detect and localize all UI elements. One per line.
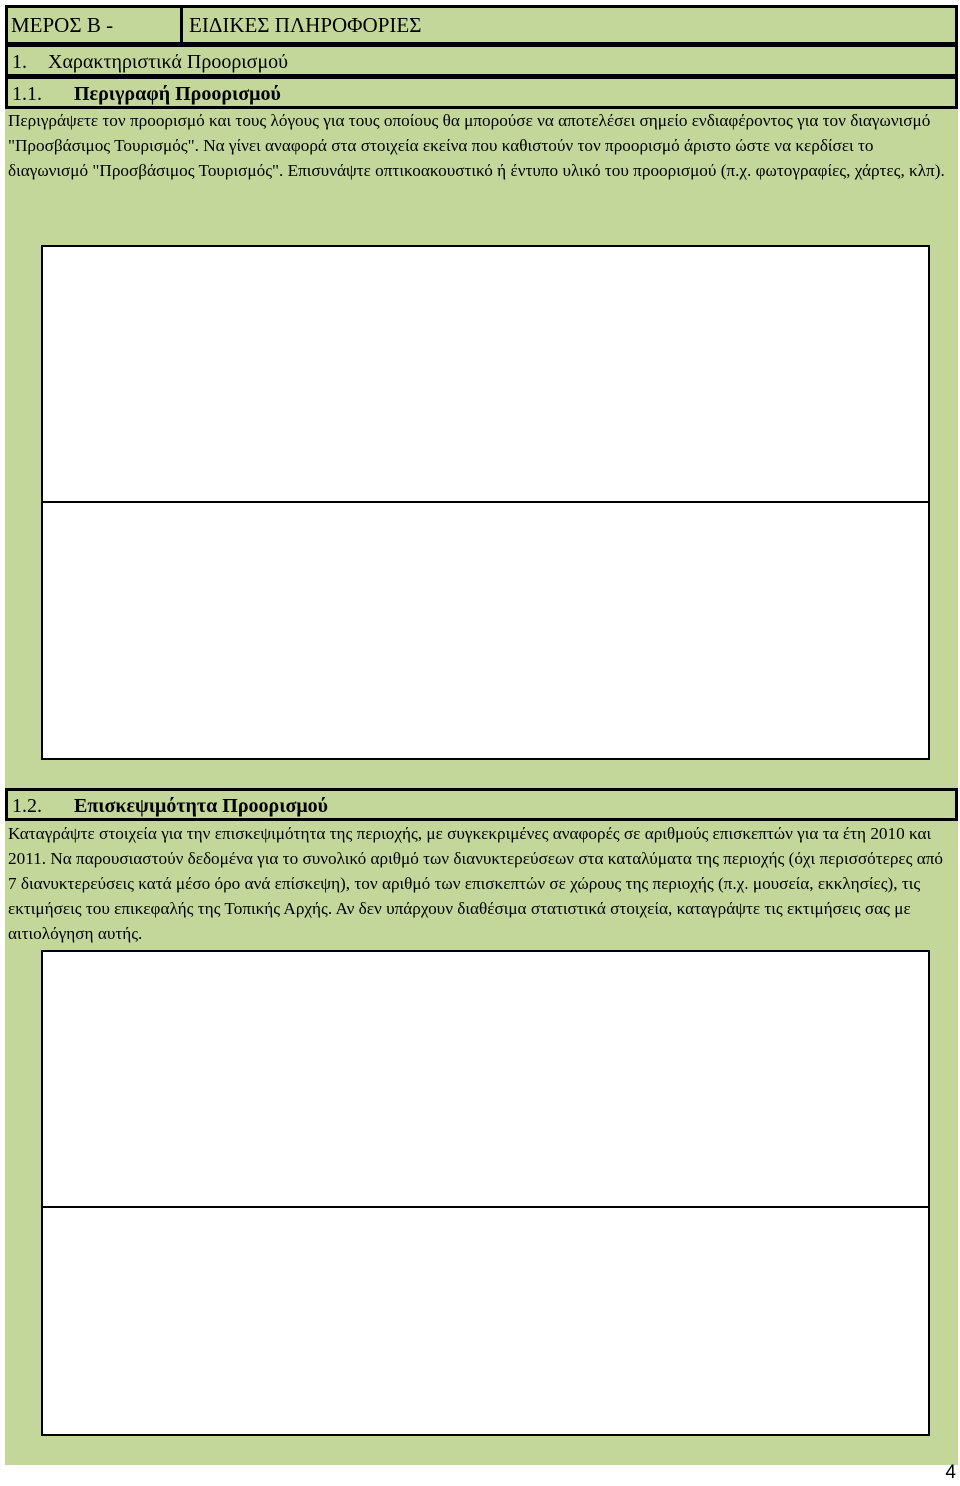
part-label: ΜΕΡΟΣ Β - xyxy=(11,13,114,37)
subsection-1-2-number: 1.2. xyxy=(12,795,42,817)
subsection-1-1-number: 1.1. xyxy=(12,83,42,105)
subsection-1-2-title: Επισκεψιμότητα Προορισμού xyxy=(74,795,329,817)
box-divider xyxy=(43,1206,928,1208)
header-divider xyxy=(180,8,183,42)
page-number: 4 xyxy=(945,1462,956,1483)
section-1-number: 1. xyxy=(12,51,27,73)
subsection-1-1-instructions: Περιγράψετε τον προορισμό και τους λόγους για τους οποίους θα μπορούσε να αποτελέσει σημείο ενδιαφέροντος για τον διαγωνισμό "Προσβάσιμος Τουρισμός". Να γίνει αναφορά στα στοιχεία εκείνα που καθιστούν τον προορισμό άριστο ώστε να κερδίσει το διαγωνισμό "Προσβάσιμος Τουρισμός". Επισυνάψτε οπτικοακουστικό ή έντυπο υλικό του προορισμού (π.χ. φωτογραφίες, χάρτες, κλπ). xyxy=(8,111,945,180)
destination-description-box[interactable] xyxy=(41,245,930,760)
box-divider xyxy=(43,501,928,503)
subsection-1-2-instructions: Καταγράψτε στοιχεία για την επισκεψιμότητα της περιοχής, με συγκεκριμένες αναφορές σε αριθμούς επισκεπτών για τα έτη 2010 και 2011. Να παρουσιαστούν δεδομένα για το συνολικό αριθμό των διανυκτερεύσεων στα καταλύματα της περιοχής (όχι περισσότερες από 7 διανυκτερεύσεις κατά μέσο όρο ανά επίσκεψη), τον αριθμό των επισκεπτών σε χώρους της περιοχής (π.χ. μουσεία, εκκλησίες), τις εκτιμήσεις του επικεφαλής της Τοπικής Αρχής. Αν δεν υπάρχουν διαθέσιμα στατιστικά στοιχεία, καταγράψτε τις εκτιμήσεις σας με αιτιολόγηση αυτής. xyxy=(8,824,943,943)
section-1-title: Χαρακτηριστικά Προορισμού xyxy=(48,51,289,73)
part-header xyxy=(5,5,958,45)
subsection-1-2-header xyxy=(5,788,958,821)
subsection-1-1-header xyxy=(5,76,958,109)
visitor-statistics-box[interactable] xyxy=(41,950,930,1436)
part-title: ΕΙΔΙΚΕΣ ΠΛΗΡΟΦΟΡΙΕΣ xyxy=(189,13,422,37)
subsection-1-1-title: Περιγραφή Προορισμού xyxy=(74,83,281,105)
section-1-header xyxy=(5,44,958,77)
